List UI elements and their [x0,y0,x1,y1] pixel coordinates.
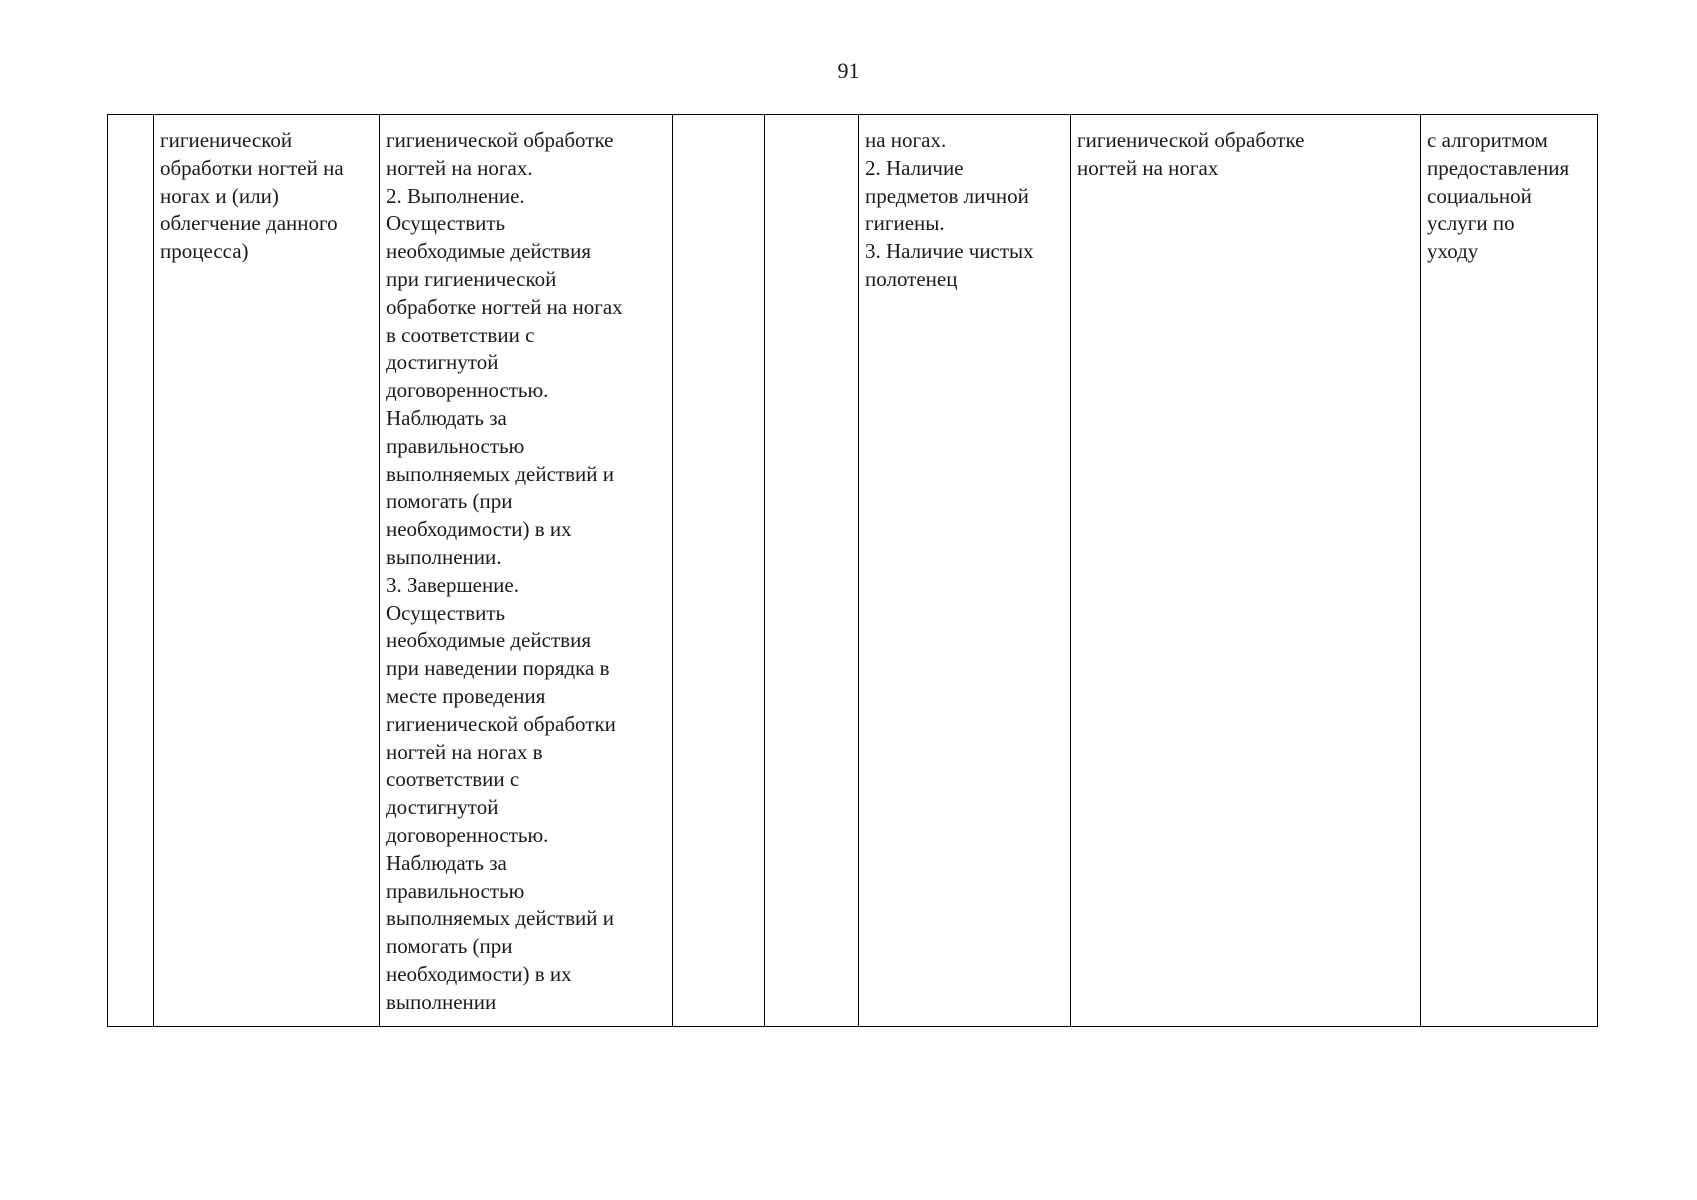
table-cell-procedure [380,115,673,1027]
table-cell-number [108,115,154,1027]
cell-text: гигиенической обработке ногтей на ногах. 2. Выполнение. Осуществить необходимые действия при гигиенической обработке ногтей на ногах в соответствии с достигнутой договоренностью. Наблюдать за правильностью выполняемых действий и помогать (при необходимости) в их выполнении. 3. Завершение. Осуществить необходимые действия при наведении порядка в месте проведения гигиенической обработки ногтей на ногах в соответствии с достигнутой договоренностью. Наблюдать за правильностью выполняемых действий и помогать (при необходимости) в их выполнении [386,128,623,1014]
cell-text: гигиенической обработки ногтей на ногах и (или) облегчение данного процесса) [160,128,344,264]
table-cell-empty-1 [673,115,765,1027]
cell-text: гигиенической обработке ногтей на ногах [1077,128,1305,180]
table-cell-quality [1421,115,1598,1027]
table-cell-service-name [154,115,380,1027]
table-cell-conditions [859,115,1071,1027]
document-table [107,114,1598,1027]
table-cell-empty-2 [765,115,859,1027]
table-row [108,115,1598,1027]
page-number: 91 [837,58,860,83]
table-cell-result [1071,115,1421,1027]
cell-text: с алгоритмом предоставления социальной услуги по уходу [1427,128,1570,264]
cell-text: на ногах. 2. Наличие предметов личной гигиены. 3. Наличие чистых полотенец [865,128,1034,291]
